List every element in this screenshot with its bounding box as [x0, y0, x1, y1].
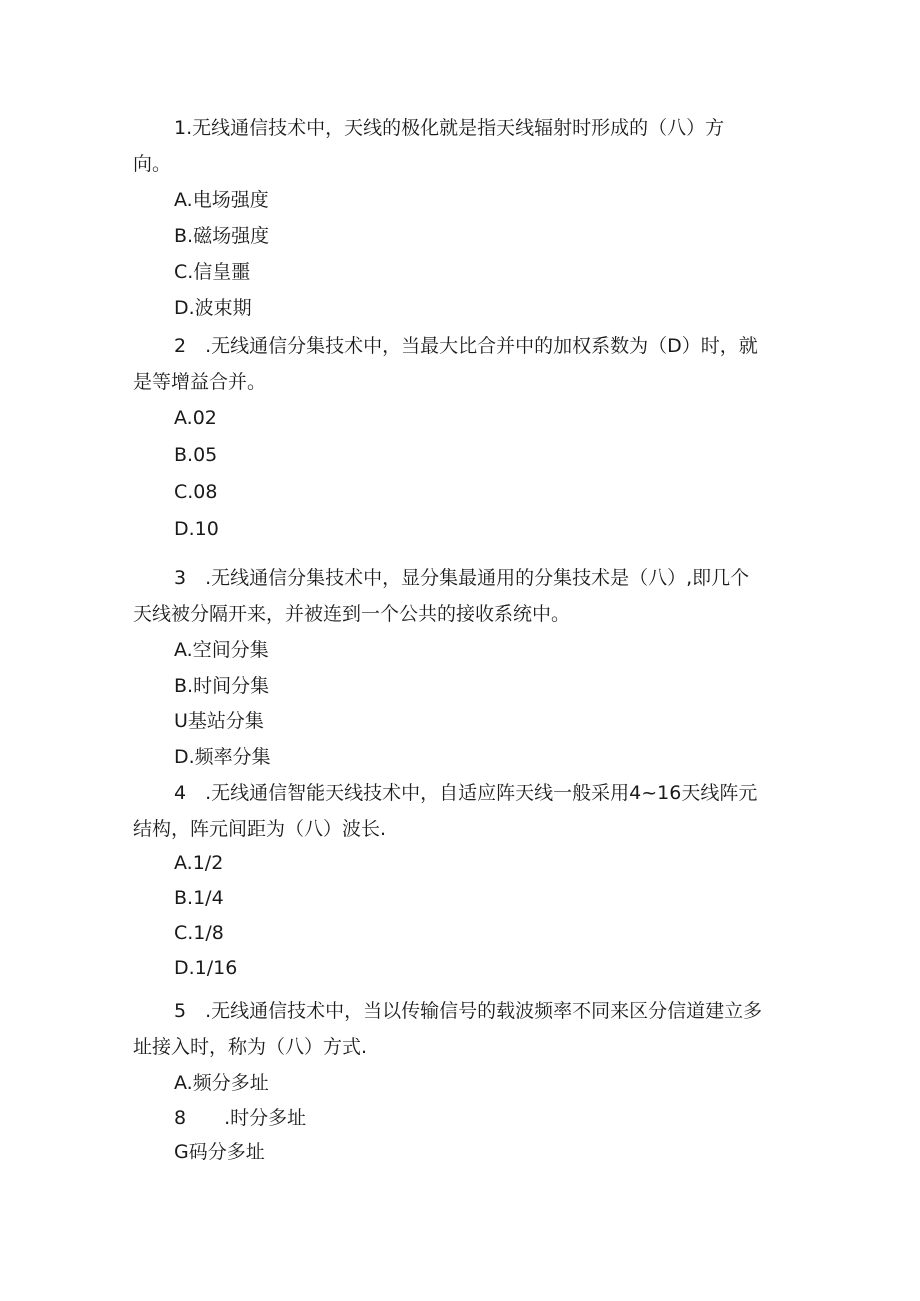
question-3-option-d: D.频率分集	[174, 746, 271, 768]
question-1-stem-line-1: 1.无线通信技术中，天线的极化就是指天线辐射时形成的（八）方	[174, 117, 725, 139]
question-4-stem-line-1: 4 .无线通信智能天线技术中，自适应阵天线一般采用4~16天线阵元	[174, 782, 758, 804]
question-2-option-a: A.02	[174, 407, 217, 429]
question-2-option-b: B.05	[174, 444, 218, 466]
question-2-stem-line-1: 2 .无线通信分集技术中，当最大比合并中的加权系数为（D）时，就	[174, 335, 758, 357]
question-5-option-a: A.频分多址	[174, 1072, 269, 1094]
question-4-option-a: A.1/2	[174, 852, 224, 874]
question-1-stem-line-2: 向。	[133, 153, 172, 175]
question-4-stem-line-2: 结构，阵元间距为（八）波长.	[133, 818, 387, 840]
question-3-stem-line-1: 3 .无线通信分集技术中，显分集最通用的分集技术是（八）,即几个	[174, 567, 750, 589]
question-1-option-d: D.波束期	[174, 297, 252, 319]
question-5-stem-line-1: 5 .无线通信技术中，当以传输信号的载波频率不同来区分信道建立多	[174, 1000, 763, 1022]
question-2-option-c: C.08	[174, 481, 218, 503]
question-4-option-c: C.1/8	[174, 922, 224, 944]
question-4-option-d: D.1/16	[174, 957, 238, 979]
question-1-option-c: C.信皇噩	[174, 261, 251, 283]
question-5-option-c: G码分多址	[174, 1141, 265, 1163]
question-3-option-c: U基站分集	[174, 710, 264, 732]
question-2-stem-line-2: 是等增益合并。	[133, 371, 267, 393]
question-5-stem-line-2: 址接入时，称为（八）方式.	[133, 1036, 368, 1058]
question-1-option-b: B.磁场强度	[174, 225, 270, 247]
question-2-option-d: D.10	[174, 518, 219, 540]
question-4-option-b: B.1/4	[174, 887, 224, 909]
question-3-option-b: B.时间分集	[174, 675, 270, 697]
question-3-stem-line-2: 天线被分隔开来，并被连到一个公共的接收系统中。	[133, 603, 571, 625]
question-3-option-a: A.空间分集	[174, 639, 269, 661]
question-1-option-a: A.电场强度	[174, 189, 269, 211]
question-5-option-b: 8 .时分多址	[174, 1107, 307, 1129]
